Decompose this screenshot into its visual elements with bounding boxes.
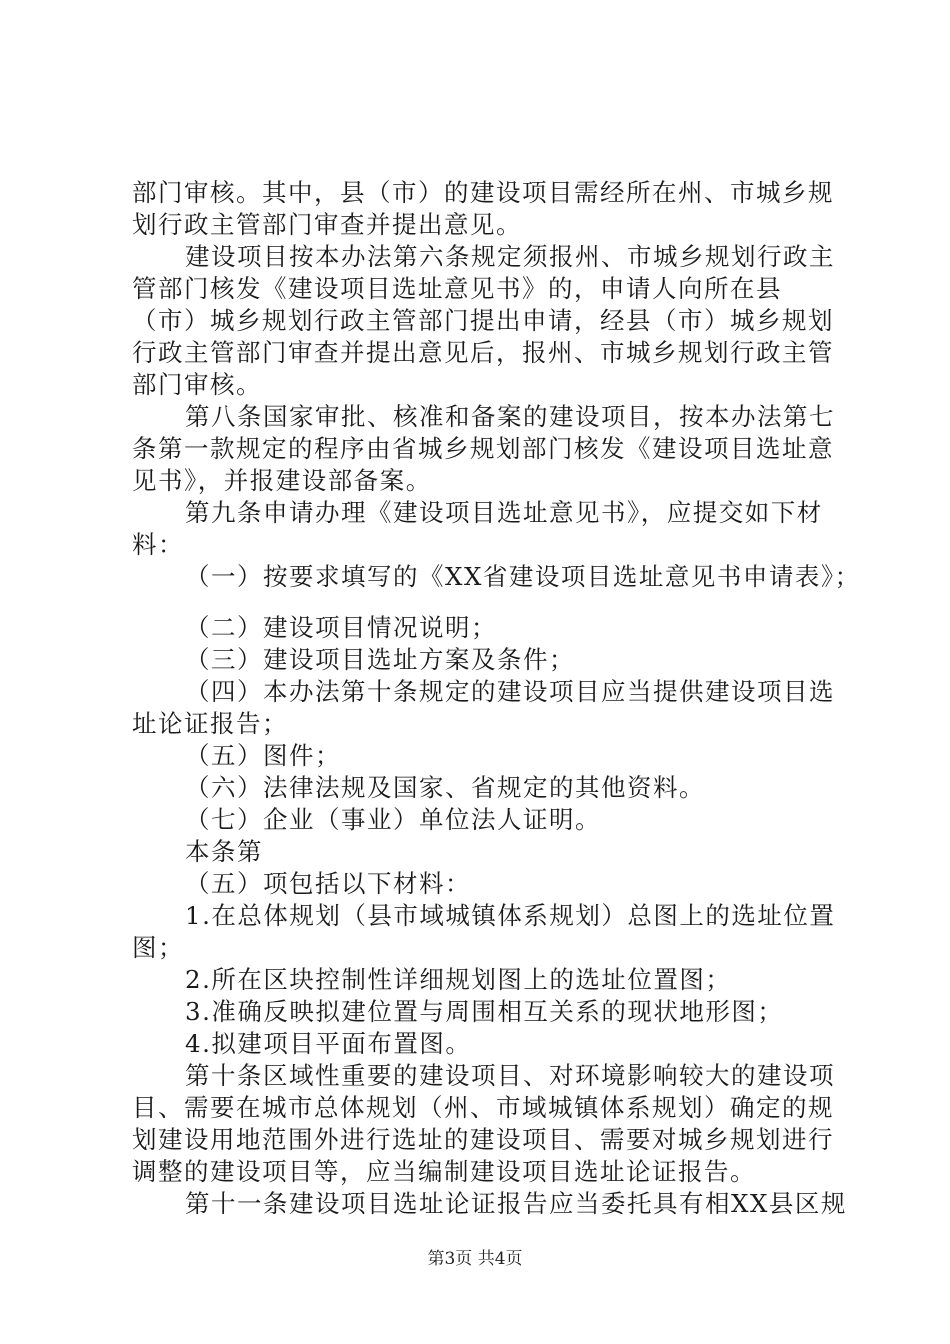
text-line: 建设项目按本办法第六条规定须报州、市城乡规划行政主 xyxy=(185,242,835,271)
text-line: 第九条申请办理《建设项目选址意见书》，应提交如下材 xyxy=(185,498,823,527)
text-line: 第十一条建设项目选址论证报告应当委托具有相XX县区规 xyxy=(185,1189,847,1218)
text-line: 划建设用地范围外进行选址的建设项目、需要对城乡规划进行 xyxy=(132,1125,834,1154)
text-line: 条第一款规定的程序由省城乡规划部门核发《建设项目选址意 xyxy=(132,434,834,463)
list-item: （一）按要求填写的《XX省建设项目选址意见书申请表》； xyxy=(185,562,861,591)
list-item: （五）图件； xyxy=(185,741,341,770)
page-number-footer: 第3页 共4页 xyxy=(427,1249,523,1269)
text-line: 划行政主管部门审查并提出意见。 xyxy=(132,210,522,239)
text-line: 料： xyxy=(132,530,184,559)
text-line: 部门审核。其中，县（市）的建设项目需经所在州、市城乡规 xyxy=(132,178,834,207)
text-line: 见书》，并报建设部备案。 xyxy=(132,466,432,495)
list-item: （二）建设项目情况说明； xyxy=(185,613,497,642)
text-line: 部门审核。 xyxy=(132,370,262,399)
list-item: 1.在总体规划（县市域城镇体系规划）总图上的选址位置 xyxy=(185,901,836,930)
text-line: 管部门核发《建设项目选址意见书》的，申请人向所在县 xyxy=(132,274,782,303)
text-line: （五）项包括以下材料： xyxy=(185,869,471,898)
text-line: 行政主管部门审查并提出意见后，报州、市城乡规划行政主管 xyxy=(132,338,834,367)
list-item: 2.所在区块控制性详细规划图上的选址位置图； xyxy=(185,965,732,994)
list-item: （六）法律法规及国家、省规定的其他资料。 xyxy=(185,773,705,802)
text-line: 图； xyxy=(132,933,184,962)
list-item: （四）本办法第十条规定的建设项目应当提供建设项目选 xyxy=(185,677,835,706)
text-line: 目、需要在城市总体规划（州、市域城镇体系规划）确定的规 xyxy=(132,1093,834,1122)
text-line: 第八条国家审批、核准和备案的建设项目，按本办法第七 xyxy=(185,402,835,431)
text-line: 第十条区域性重要的建设项目、对环境影响较大的建设项 xyxy=(185,1061,835,1090)
text-line: （市）城乡规划行政主管部门提出申请，经县（市）城乡规划 xyxy=(132,306,834,335)
list-item: 4.拟建项目平面布置图。 xyxy=(185,1029,472,1058)
list-item: （七）企业（事业）单位法人证明。 xyxy=(185,805,601,834)
text-line: 本条第 xyxy=(185,837,263,866)
text-line: 调整的建设项目等，应当编制建设项目选址论证报告。 xyxy=(132,1157,756,1186)
list-item: 3.准确反映拟建位置与周围相互关系的现状地形图； xyxy=(185,997,784,1026)
list-item: （三）建设项目选址方案及条件； xyxy=(185,645,575,674)
text-line: 址论证报告； xyxy=(132,709,288,738)
